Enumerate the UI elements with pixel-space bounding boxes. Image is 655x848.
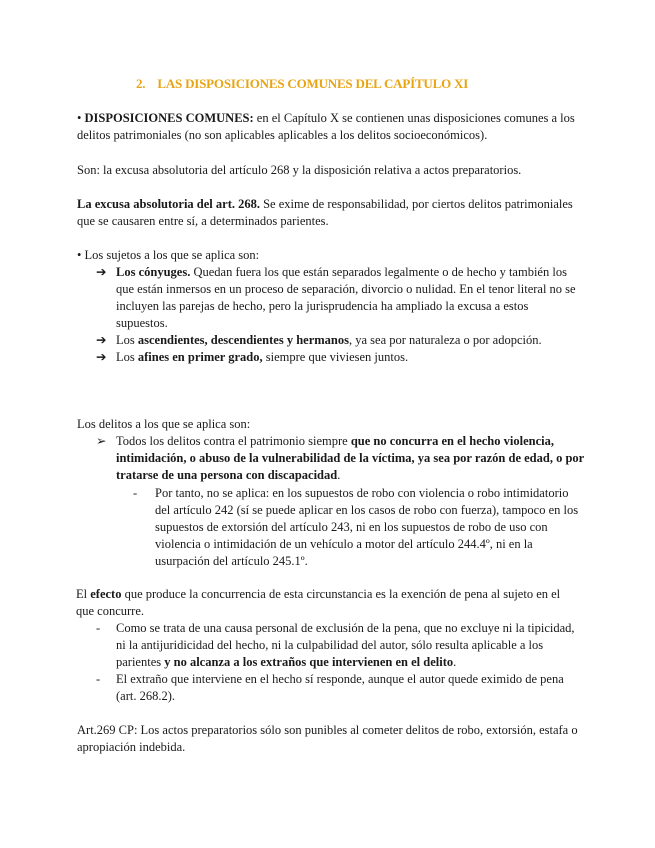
dash-marker: - xyxy=(96,672,101,686)
item-bold: y no alcanza a los extraños que intervienen en el delito xyxy=(164,655,454,669)
list-item xyxy=(96,620,582,671)
crimes-sublist xyxy=(133,485,580,570)
paragraph-art269: Art.269 CP: Los actos preparatorios sólo son punibles al cometer delitos de robo, extorsión, estafa o apropiación indebida. xyxy=(77,723,578,754)
item-text: Todos los delitos contra el patrimonio siempre xyxy=(116,434,351,448)
item-text: , ya sea por naturaleza o por adopción. xyxy=(348,333,542,347)
list-item xyxy=(133,485,580,570)
item-text: Quedan fuera los que están separados legalmente o de hecho y también los que están inmersos en un proceso de separación, divorcio o nulidad. En el tenor literal no se incluyen las parejas de hecho, pero la jurisprudencia ha ampliado la excusa a estos supuestos. xyxy=(116,265,576,330)
item-text: Los xyxy=(116,350,138,364)
arrow-icon: ➔ xyxy=(96,333,107,347)
item-text: Los xyxy=(116,333,138,347)
item-bold: afines en primer grado, xyxy=(137,350,263,364)
effect-list xyxy=(96,620,582,705)
paragraph-excusa xyxy=(77,196,582,230)
item-bold: ascendientes, descendientes y hermanos xyxy=(137,333,349,347)
paragraph-text: que produce la concurrencia de esta circunstancia es la exención de pena al sujeto en el que concurre. xyxy=(76,587,561,618)
bold-term: La excusa absolutoria del art. 268. xyxy=(77,197,260,211)
bold-term: efecto xyxy=(90,587,122,601)
subjects-intro: • Los sujetos a los que se aplica son: xyxy=(77,248,260,262)
item-text: . xyxy=(453,655,457,669)
crimes-list xyxy=(96,433,584,484)
list-item xyxy=(96,433,584,484)
arrow-icon: ➔ xyxy=(96,265,107,279)
section-title-text: LAS DISPOSICIONES COMUNES DEL CAPÍTULO XI xyxy=(157,76,469,91)
list-item xyxy=(96,349,582,366)
arrow-icon: ➔ xyxy=(96,350,107,364)
paragraph-text: en el Capítulo X se contienen unas disposiciones comunes a los delitos patrimoniales (no son aplicables aplicables a los delitos socioeconómicos). xyxy=(77,111,575,142)
triangle-arrow-icon: ➢ xyxy=(96,434,107,448)
subjects-list xyxy=(96,264,582,366)
item-text: Por tanto, no se aplica: en los supuestos de robo con violencia o robo intimidatorio del artículo 242 (sí se puede aplicar en los casos de robo con fuerza), tampoco en los supuestos de extorsión del artículo 243, ni en los supuestos de robo de uso con violencia o intimidación de un vehículo a motor del artículo 244.4º, ni en la usurpación del artículo 245.1º. xyxy=(155,486,579,568)
item-bold: Los cónyuges. xyxy=(116,265,191,279)
dash-marker: - xyxy=(133,486,138,500)
item-text: . xyxy=(337,468,341,482)
list-item xyxy=(96,671,582,705)
section-title xyxy=(136,76,468,92)
paragraph-disposiciones xyxy=(77,110,582,144)
section-number: 2. xyxy=(136,76,146,91)
paragraph-efecto xyxy=(76,586,581,620)
item-text: siempre que viviesen juntos. xyxy=(262,350,409,364)
paragraph-text: Se exime de responsabilidad, por ciertos delitos patrimoniales que se causaren entre sí, a determinados parientes. xyxy=(77,197,573,228)
item-text: Como se trata de una causa personal de exclusión de la pena, que no excluye ni la tipicidad, ni la antijuridicidad del hecho, ni la culpabilidad del autor, sólo resulta aplicable a los parientes xyxy=(116,621,575,669)
item-text: El extraño que interviene en el hecho sí responde, aunque el autor quede eximido de pena (art. 268.2). xyxy=(116,672,564,703)
list-item xyxy=(96,332,582,349)
bullet-glyph: • xyxy=(77,111,82,125)
bold-term: DISPOSICIONES COMUNES: xyxy=(84,111,254,125)
list-item xyxy=(96,264,582,332)
paragraph-text: El xyxy=(76,587,91,601)
item-bold: que no concurra en el hecho violencia, intimidación, o abuso de la vulnerabilidad de la víctima, ya sea por razón de edad, o por tratarse de una persona con discapacidad xyxy=(116,434,584,482)
dash-marker: - xyxy=(96,621,101,635)
crimes-intro: Los delitos a los que se aplica son: xyxy=(77,417,251,431)
paragraph-son: Son: la excusa absolutoria del artículo 268 y la disposición relativa a actos preparatorios. xyxy=(77,163,522,177)
